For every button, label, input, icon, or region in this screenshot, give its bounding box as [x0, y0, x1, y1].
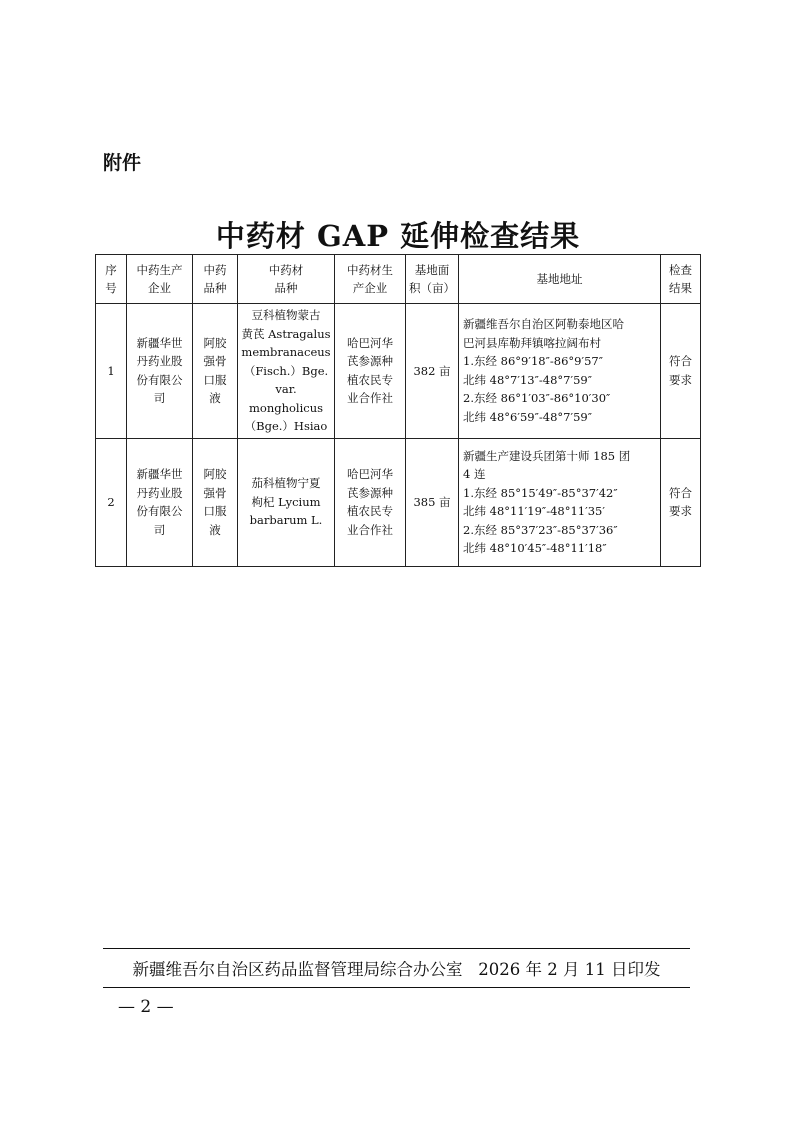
- cell-material: 茄科植物宁夏 枸杞 Lycium barbarum L.: [238, 438, 335, 566]
- table-row: [96, 438, 701, 566]
- header-producer: 中药材生 产企业: [335, 255, 406, 304]
- cell-company: 新疆华世 丹药业股 份有限公 司: [127, 304, 193, 439]
- header-address: 基地地址: [459, 255, 661, 304]
- footer-issuer: 新疆维吾尔自治区药品监督管理局综合办公室: [132, 960, 463, 979]
- cell-company: 新疆华世 丹药业股 份有限公 司: [127, 438, 193, 566]
- cell-producer: 哈巴河华 芪参源种 植农民专 业合作社: [335, 438, 406, 566]
- cell-seq: 2: [96, 438, 127, 566]
- page-number: — 2 —: [118, 997, 174, 1017]
- table-header-row: [96, 255, 701, 304]
- table-row: [96, 304, 701, 439]
- footer-date: 2026 年 2 月 11 日印发: [478, 960, 661, 979]
- document-title: 中药材 GAP 延伸检查结果: [215, 219, 581, 253]
- cell-area: 385 亩: [406, 438, 459, 566]
- cell-product: 阿胶 强骨 口服 液: [193, 438, 238, 566]
- inspection-results-table: [95, 254, 701, 567]
- header-seq: 序 号: [96, 255, 127, 304]
- annex-label: 附件: [103, 152, 142, 174]
- cell-area: 382 亩: [406, 304, 459, 439]
- cell-result: 符合 要求: [661, 438, 701, 566]
- header-material: 中药材 品种: [238, 255, 335, 304]
- cell-result: 符合 要求: [661, 304, 701, 439]
- cell-address: 新疆生产建设兵团第十师 185 团 4 连 1.东经 85°15′49″-85°37′42″ 北纬 48°11′19″-48°11′35′ 2.东经 85°37′23″-85°37′36″ 北纬 48°10′45″-48°11′18″: [459, 438, 661, 566]
- footer-rule-top: [103, 948, 690, 949]
- cell-producer: 哈巴河华 芪参源种 植农民专 业合作社: [335, 304, 406, 439]
- cell-material: 豆科植物蒙古 黄芪 Astragalus membranaceus （Fisch.）Bge. var. mongholicus （Bge.）Hsiao: [238, 304, 335, 439]
- header-area: 基地面 积（亩）: [406, 255, 459, 304]
- header-result: 检查 结果: [661, 255, 701, 304]
- header-product: 中药 品种: [193, 255, 238, 304]
- footer-issuer-line: [103, 956, 690, 980]
- header-company: 中药生产 企业: [127, 255, 193, 304]
- footer-rule-bottom: [103, 987, 690, 988]
- cell-product: 阿胶 强骨 口服 液: [193, 304, 238, 439]
- cell-seq: 1: [96, 304, 127, 439]
- cell-address: 新疆维吾尔自治区阿勒泰地区哈 巴河县库勒拜镇喀拉阔布村 1.东经 86°9′18″-86°9′57″ 北纬 48°7′13″-48°7′59″ 2.东经 86°1′03″-86°10′30″ 北纬 48°6′59″-48°7′59″: [459, 304, 661, 439]
